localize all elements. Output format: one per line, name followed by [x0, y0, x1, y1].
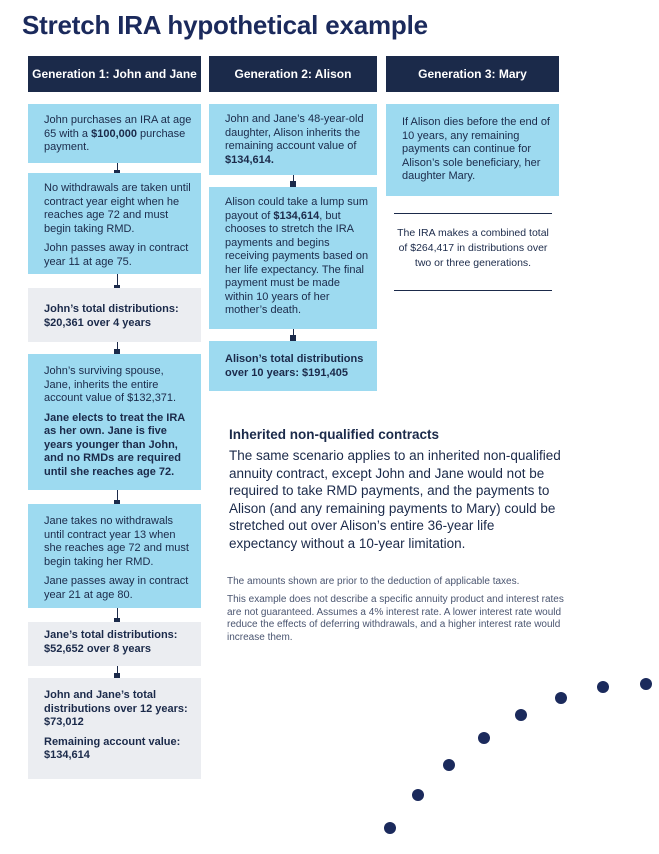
- gen2-total-box: Alison’s total distributions over 10 years: $191,405: [209, 341, 377, 391]
- gen1-jane-inherits-box: John’s surviving spouse, Jane, inherits the entire account value of $132,371. Jane elects to treat the IRA as her own. Jane is five years younger than John, and no RMDs are required until she reaches age 72.: [28, 354, 201, 490]
- page-title: Stretch IRA hypothetical example: [22, 10, 428, 40]
- decorative-dot: [597, 681, 609, 693]
- decorative-dot: [555, 692, 567, 704]
- gen1-header: Generation 1: John and Jane: [28, 56, 201, 92]
- decorative-dot: [443, 759, 455, 771]
- disclaimer-taxes: The amounts shown are prior to the deduction of applicable taxes.: [227, 576, 520, 587]
- decorative-dot: [640, 678, 652, 690]
- gen1-jane-total-box: Jane’s total distributions: $52,652 over 8 years: [28, 622, 201, 666]
- gen1-combined-total-box: John and Jane’s total distributions over 12 years: $73,012 Remaining account value: $134,614: [28, 678, 201, 779]
- gen2-stretch-box: Alison could take a lump sum payout of $134,614, but chooses to stretch the IRA payments and begins receiving payments based on her life expectancy. The final payment must be made within 10 years of her mother’s death.: [209, 187, 377, 329]
- inherited-body: The same scenario applies to an inherited non-qualified annuity contract, except John and Jane would not be required to take RMD payments, and the payments to Alison (and any remaining payments to Mary) could be stretched out over Alison’s entire 36-year life expectancy without a 10-year limitation.: [229, 448, 561, 551]
- gen1-withdrawal-box: No withdrawals are taken until contract year eight when he reaches age 72 and must begin taking RMD. John passes away in contract year 11 at age 75.: [28, 173, 201, 274]
- divider: [394, 290, 552, 291]
- combined-total-note: The IRA makes a combined total of $264,417 in distributions over two or three generations.: [397, 227, 549, 269]
- decorative-dot: [478, 732, 490, 744]
- decorative-dot: [412, 789, 424, 801]
- gen2-inherits-box: John and Jane’s 48-year-old daughter, Alison inherits the remaining account value of $134,614.: [209, 104, 377, 175]
- gen1-john-total-box: John’s total distributions: $20,361 over 4 years: [28, 288, 201, 342]
- gen1-jane-withdrawal-box: Jane takes no withdrawals until contract year 13 when she reaches age 72 and must begin taking her RMD. Jane passes away in contract year 21 at age 80.: [28, 504, 201, 608]
- decorative-dot: [515, 709, 527, 721]
- gen3-mary-box: If Alison dies before the end of 10 years, any remaining payments can continue for Alison’s sole beneficiary, her daughter Mary.: [386, 104, 559, 196]
- inherited-heading: Inherited non-qualified contracts: [229, 427, 440, 442]
- decorative-dot: [384, 822, 396, 834]
- divider: [394, 213, 552, 214]
- gen2-header: Generation 2: Alison: [209, 56, 377, 92]
- disclaimer-interest: This example does not describe a specific annuity product and interest rates are not guaranteed. Assumes a 4% interest rate. A lower interest rate would reduce the effects of deferring withdrawals, and a higher interest rate would increase them.: [227, 594, 564, 643]
- gen1-purchase-box: John purchases an IRA at age 65 with a $100,000 purchase payment.: [28, 104, 201, 163]
- gen3-header: Generation 3: Mary: [386, 56, 559, 92]
